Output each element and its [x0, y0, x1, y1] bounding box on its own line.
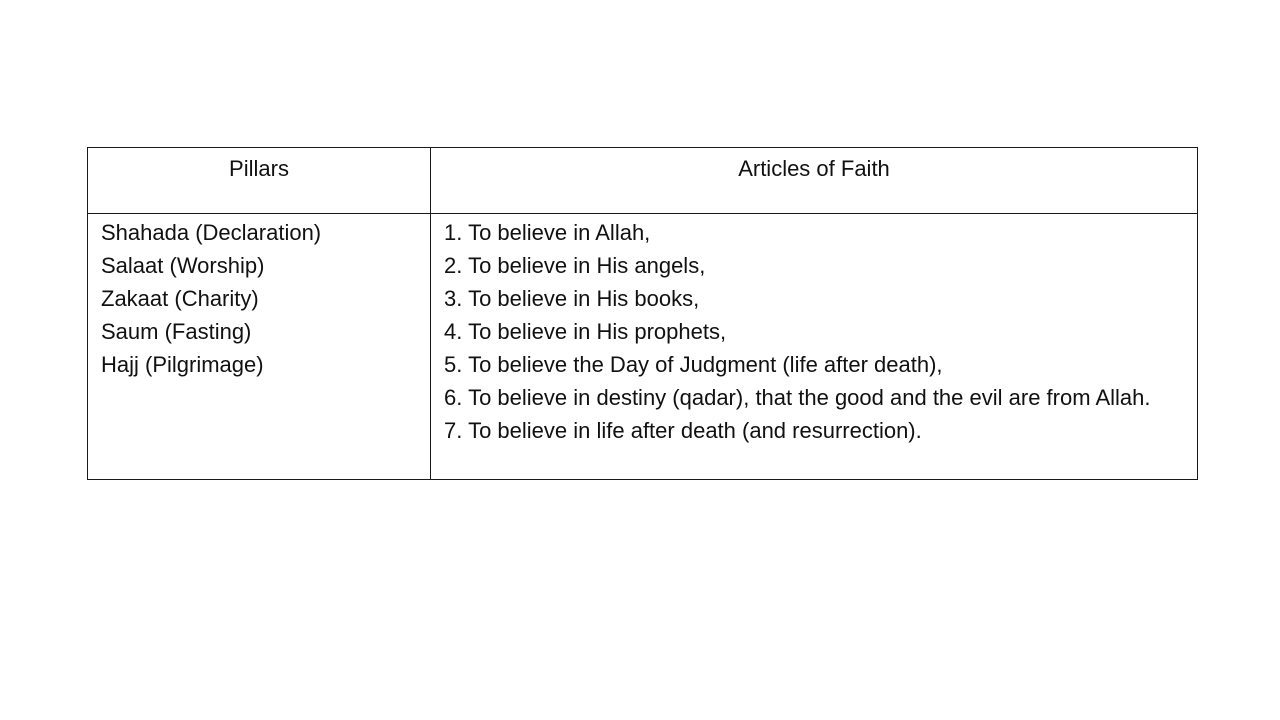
article-item: 1. To believe in Allah, — [444, 220, 651, 245]
pillars-articles-table — [87, 147, 1198, 480]
article-item: 5. To believe the Day of Judgment (life after death), — [444, 352, 943, 377]
article-item: 2. To believe in His angels, — [444, 253, 706, 278]
pillars-cell — [88, 214, 431, 480]
table-row — [88, 214, 1198, 480]
pillars-header: Pillars — [88, 148, 431, 214]
pillars-list — [101, 216, 417, 381]
articles-cell — [431, 214, 1198, 480]
article-item: 3. To believe in His books, — [444, 286, 700, 311]
pillar-item: Hajj (Pilgrimage) — [101, 352, 264, 377]
article-item: 6. To believe in destiny (qadar), that the good and the evil are from Allah. — [444, 385, 1151, 410]
pillar-item: Zakaat (Charity) — [101, 286, 259, 311]
articles-header: Articles of Faith — [431, 148, 1198, 214]
articles-list — [444, 216, 1184, 447]
pillar-item: Shahada (Declaration) — [101, 220, 322, 245]
pillar-item: Salaat (Worship) — [101, 253, 265, 278]
article-item: 7. To believe in life after death (and resurrection). — [444, 418, 922, 443]
article-item: 4. To believe in His prophets, — [444, 319, 727, 344]
table-header-row — [88, 148, 1198, 214]
pillar-item: Saum (Fasting) — [101, 319, 252, 344]
